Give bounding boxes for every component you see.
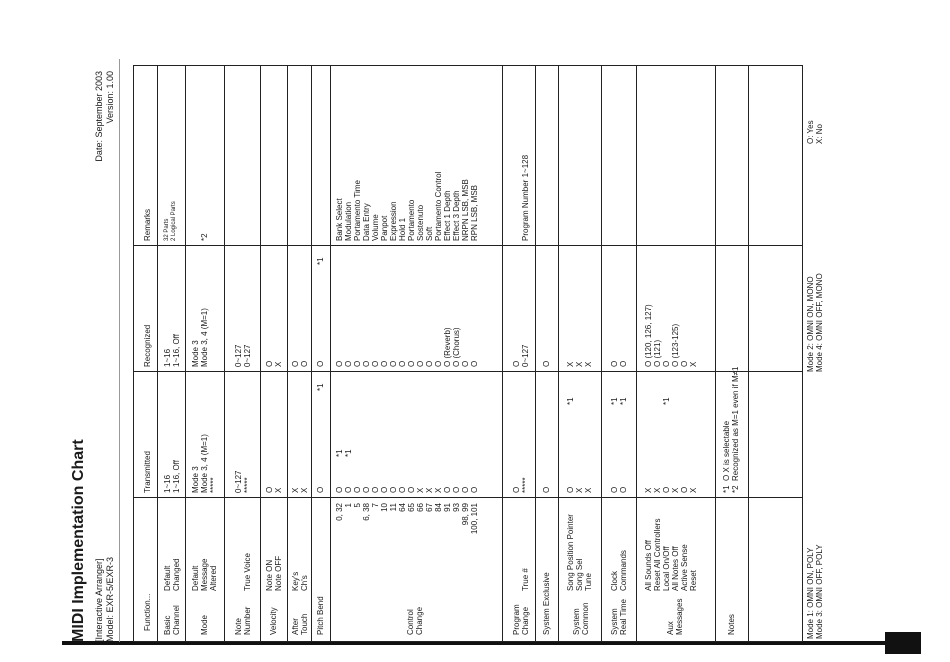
note-number-rx: 0~127 0~127 <box>234 344 252 367</box>
control-change-label: Control Change <box>406 606 424 635</box>
subtitle-product: [Interactive Arranger] <box>94 558 104 642</box>
program-change-sub: True # <box>521 568 530 591</box>
page-title: MIDI Implementation Chart <box>70 439 87 642</box>
header-transmitted: Transmitted <box>143 451 152 493</box>
aux-messages-tx-mark: *1 <box>662 397 671 405</box>
program-change-label: Program Change <box>512 604 530 635</box>
version-label: Version: 1.00 <box>105 71 115 124</box>
pitch-bend-rx-mark: *1 <box>316 257 325 265</box>
pitch-bend-tx: O <box>316 486 325 493</box>
rotated-document <box>62 57 908 647</box>
velocity-tx: O X <box>265 486 283 493</box>
note-number-tx: 0~127 ***** <box>234 470 252 493</box>
aux-messages-label: Aux Messages <box>666 598 684 635</box>
system-common-label: System Common <box>572 602 590 635</box>
aux-messages-rx: O (120, 126, 127) O (121) O O (123-125) O X <box>644 304 698 367</box>
system-realtime-sub: Clock Commands <box>610 550 628 591</box>
basic-channel-rx: 1~16 1~16, Off <box>163 334 181 367</box>
system-exclusive-rx: O <box>542 360 551 367</box>
col-divider-recognized <box>134 371 802 372</box>
after-touch-rx: O O <box>291 360 309 367</box>
mode-rx: Mode 3 Mode 3, 4 (M=1) <box>191 308 209 367</box>
system-realtime-tx-marks: *1 *1 <box>610 397 628 405</box>
system-common-sub: Song Position Pointer Song Sel Tune <box>566 514 593 591</box>
after-touch-label: After Touch <box>291 613 309 635</box>
header-remarks: Remarks <box>143 208 152 241</box>
footer-yes: O: Yes <box>806 120 815 144</box>
after-touch-sub: Key's Ch's <box>291 571 309 591</box>
mode-remark: *2 <box>200 233 209 241</box>
mode-tx: Mode 3 Mode 3, 4 (M=1) ***** <box>191 434 218 493</box>
system-common-rx: X X X <box>566 361 593 367</box>
footer-no: X: No <box>815 123 824 144</box>
program-change-rx: O 0~127 <box>512 344 530 367</box>
note-number-label: Note Number <box>234 606 252 635</box>
mode-label: Mode <box>200 614 209 635</box>
system-common-tx-mark: *1 <box>566 397 575 405</box>
system-common-tx: O X X <box>566 486 593 493</box>
basic-channel-label: Basic Channel <box>163 605 181 635</box>
footer-mode2: Mode 2: OMNI ON, MONO <box>806 276 815 372</box>
basic-channel-remark2: 2 Logical Parts <box>171 201 177 241</box>
header-rule <box>119 59 120 642</box>
control-change-numbers: 0, 32 1 5 6, 38 7 10 11 64 65 66 67 84 91 93 98, 99 100, 101 <box>335 503 479 535</box>
notes-text: *1 O X is selectable *2 Recognized as M=1 even if M≠1 <box>722 366 740 493</box>
system-exclusive-label: System Exclusive <box>542 572 551 635</box>
control-change-remarks: Bank Select Modulation Portamento Time Data Entry Volume Panpot Expression Hold 1 Portamento Sostenuto Soft Portamento Control Effect 1 Depth Effect 3 Depth NRPN LSB, MSB RPN LSB, MSB <box>335 171 479 241</box>
notes-label: Notes <box>727 614 736 635</box>
control-change-tx-marks: *1 *1 <box>335 449 353 457</box>
program-change-remark: Program Number 1~128 <box>521 154 530 241</box>
col-divider-remarks <box>134 245 802 246</box>
velocity-sub: Note ON Note OFF <box>265 555 283 591</box>
footer-mode4: Mode 4: OMNI OFF, MONO <box>815 273 824 372</box>
system-realtime-rx: O O <box>610 360 628 367</box>
aux-messages-tx: X X O X O X <box>644 486 698 493</box>
program-change-tx: O ***** <box>512 477 530 493</box>
date-label: Date: September 2003 <box>94 71 104 162</box>
implementation-table <box>133 65 803 642</box>
footer-mode3: Mode 3: OMNI OFF, POLY <box>815 544 824 639</box>
velocity-label: Velocity <box>269 607 278 635</box>
mode-sub: Default Message Altered <box>191 558 218 591</box>
subtitle-model: Model: EXR-5/EXR-3 <box>105 556 115 642</box>
basic-channel-remark1: 32 Parts <box>164 218 170 241</box>
control-change-tx: O O O O O O O O O X X X O O O O <box>335 486 479 493</box>
system-realtime-tx: O O <box>610 486 628 493</box>
pitch-bend-label: Pitch Bend <box>316 596 325 635</box>
footer-mode1: Mode 1: OMNI ON, POLY <box>806 547 815 639</box>
note-number-sub: True Voice <box>243 553 252 591</box>
system-exclusive-tx: O <box>542 486 551 493</box>
basic-channel-tx: 1~16 1~16, Off <box>163 460 181 493</box>
after-touch-tx: X X <box>291 487 309 493</box>
pitch-bend-tx-mark: *1 <box>316 383 325 391</box>
col-divider-transmitted <box>134 497 802 498</box>
control-change-rx: O O O O O O O O O O O O O (Reverb) O (Chorus) O O <box>335 327 479 367</box>
pitch-bend-rx: O <box>316 360 325 367</box>
header-function: Function... <box>143 593 152 631</box>
aux-messages-sub: All Sounds Off Reset All Controllers Local On/Off All Notes Off Active Sense Reset <box>644 518 698 591</box>
system-realtime-label: System Real Time <box>610 598 628 635</box>
velocity-rx: O X <box>265 360 283 367</box>
header-recognized: Recognized <box>143 324 152 367</box>
basic-channel-sub: Default Changed <box>163 558 181 591</box>
